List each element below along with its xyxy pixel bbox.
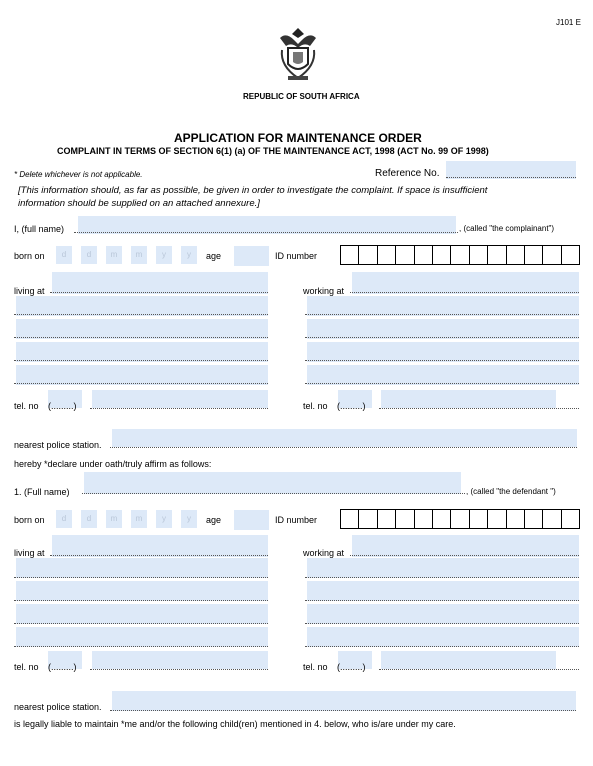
def-living-dots-5 [14,646,268,647]
form-code: J101 E [556,18,581,27]
nearest-police-field[interactable] [112,429,577,447]
living-at-field-1[interactable] [52,272,268,294]
defendant-age-label: age [206,515,222,525]
defendant-born-on-label: born on [14,515,45,525]
reference-dots [446,177,576,178]
def-living-field-4[interactable] [16,604,268,624]
def-living-dots-4 [14,623,268,624]
working-dots-1 [350,292,579,293]
dob-day-1[interactable]: d [56,246,72,264]
defendant-work-tel-code: (.........) [337,662,366,672]
def-working-dots-3 [305,600,579,601]
def-dob-day-2[interactable]: d [81,510,97,528]
coat-of-arms-icon [276,26,320,82]
def-work-tel-dots [379,669,579,670]
def-working-dots-4 [305,623,579,624]
def-working-field-1[interactable] [352,535,579,557]
def-working-dots-1 [350,555,579,556]
living-at-label: living at [14,286,45,296]
defendant-age-field[interactable] [234,510,269,530]
def-tel-dots [90,669,268,670]
working-at-field-2[interactable] [307,296,579,316]
def-living-dots-3 [14,600,268,601]
liable-text: is legally liable to maintain *me and/or the following child(ren) mentioned in 4. below, who is/are under my care. [14,719,456,729]
def-dob-year-2[interactable]: y [181,510,197,528]
def-living-field-2[interactable] [16,558,268,578]
working-dots-2 [305,314,579,315]
nearest-police-label-2: nearest police station. [14,702,102,712]
nearest-police-label: nearest police station. [14,440,102,450]
called-defendant-label: , (called "the defendant ") [466,487,556,496]
def-living-dots-2 [14,577,268,578]
def-dob-year-1[interactable]: y [156,510,172,528]
work-tel-code: (.........) [337,401,366,411]
info-line-2: information should be supplied on an attached annexure.] [18,198,260,209]
working-at-field-3[interactable] [307,319,579,339]
dob-month-2[interactable]: m [131,246,147,264]
living-dots-5 [14,383,268,384]
defendant-id-boxes[interactable] [340,509,580,529]
working-dots-4 [305,360,579,361]
def-living-dots-1 [50,555,268,556]
reference-label: Reference No. [375,168,440,179]
delete-note: * Delete whichever is not applicable. [14,170,143,179]
age-label: age [206,251,222,261]
defendant-name-label: 1. (Full name) [14,487,70,497]
defendant-name-dots [82,493,465,494]
defendant-work-tel-label: tel. no [303,662,328,672]
called-complainant-label: , (called "the complainant") [459,224,555,233]
defendant-living-label: living at [14,548,45,558]
work-tel-label: tel. no [303,401,328,411]
living-at-field-3[interactable] [16,319,268,339]
dob-day-2[interactable]: d [81,246,97,264]
id-number-boxes[interactable] [340,245,580,265]
tel-number-field[interactable] [92,390,268,408]
declare-text: hereby *declare under oath/truly affirm as follows: [14,459,212,469]
nearest-police-dots [110,447,577,448]
living-dots-4 [14,360,268,361]
def-working-field-3[interactable] [307,581,579,601]
def-dob-month-1[interactable]: m [106,510,122,528]
def-dob-month-2[interactable]: m [131,510,147,528]
age-field[interactable] [234,246,269,266]
def-working-dots-2 [305,577,579,578]
working-at-field-1[interactable] [352,272,579,294]
working-dots-3 [305,337,579,338]
working-at-field-4[interactable] [307,342,579,362]
defendant-name-field[interactable] [84,472,461,494]
living-at-field-5[interactable] [16,365,268,385]
info-line-1: [This information should, as far as possible, be given in order to investigate the complaint. If space is insufficient [18,185,488,196]
def-working-dots-5 [305,646,579,647]
def-living-field-5[interactable] [16,627,268,647]
def-working-field-4[interactable] [307,604,579,624]
working-at-field-5[interactable] [307,365,579,385]
work-tel-dots [379,408,579,409]
page-title: APPLICATION FOR MAINTENANCE ORDER [174,131,422,145]
work-tel-number-field[interactable] [381,390,556,408]
defendant-working-label: working at [303,548,345,558]
tel-label: tel. no [14,401,39,411]
tel-dots [90,408,268,409]
def-working-field-5[interactable] [307,627,579,647]
nearest-police-field-2[interactable] [112,691,576,711]
defendant-tel-label: tel. no [14,662,39,672]
page-subtitle: COMPLAINT IN TERMS OF SECTION 6(1) (a) OF THE MAINTENANCE ACT, 1998 (ACT No. 99 OF 1998) [57,146,489,156]
tel-code: (.........) [48,401,77,411]
complainant-name-dots [74,232,458,233]
dob-year-1[interactable]: y [156,246,172,264]
def-tel-number-field[interactable] [92,651,268,669]
defendant-id-label: ID number [275,515,318,525]
dob-month-1[interactable]: m [106,246,122,264]
living-at-field-4[interactable] [16,342,268,362]
full-name-label: I, (full name) [14,224,65,234]
def-living-field-1[interactable] [52,535,268,557]
nearest-police-dots-2 [110,710,576,711]
living-at-field-2[interactable] [16,296,268,316]
def-work-tel-number-field[interactable] [381,651,556,669]
living-dots-2 [14,314,268,315]
working-dots-5 [305,383,579,384]
def-dob-day-1[interactable]: d [56,510,72,528]
id-number-label: ID number [275,251,318,261]
living-dots-3 [14,337,268,338]
def-living-field-3[interactable] [16,581,268,601]
living-dots-1 [50,292,268,293]
def-working-field-2[interactable] [307,558,579,578]
dob-year-2[interactable]: y [181,246,197,264]
working-at-label: working at [303,286,345,296]
country-name: REPUBLIC OF SOUTH AFRICA [243,92,360,101]
born-on-label: born on [14,251,45,261]
defendant-tel-code: (.........) [48,662,77,672]
